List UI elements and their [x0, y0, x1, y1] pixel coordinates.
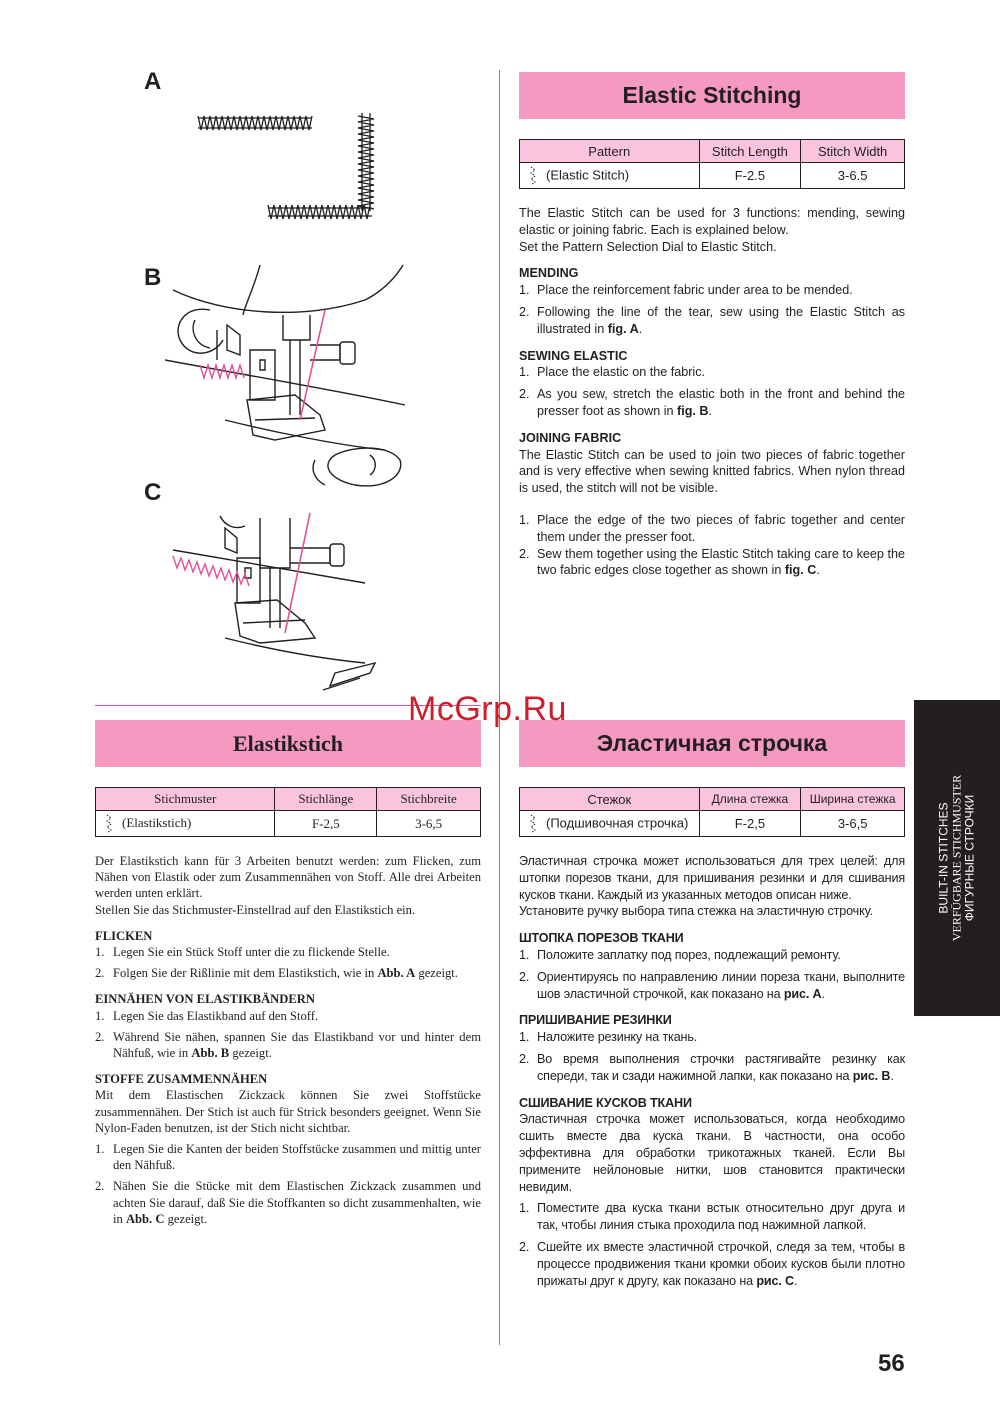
english-sewing-step-1: Place the elastic on the fabric. — [537, 365, 706, 380]
english-sewing-step-2: As you sew, stretch the elastic both in the front and behind the presser foot as shown in — [537, 387, 905, 418]
figure-ref: рис. С — [756, 1273, 794, 1288]
german-mending-step-2: Folgen Sie der Rißlinie mit dem Elastikstich, wie in — [113, 966, 375, 981]
elastic-stitch-icon — [104, 813, 114, 835]
german-joining-heading: STOFFE ZUSAMMENNÄHEN — [95, 1072, 268, 1087]
russian-mending-step-1: Положите заплатку под порез, подлежащий ремонту. — [537, 947, 841, 962]
table-header-length: Stitch Length — [699, 140, 801, 163]
english-body: The Elastic Stitch can be used for 3 functions: mending, sewing elastic or joining fabric. Each is explained below. Set the Pattern Selection Dial to Elastic Stitch. MENDING 1. Place the reinforcement fabric under area to be mended. 2. Following the line of the tear, sew using the Elastic Stitch as illustrated in fig. A. SEWING ELASTIC 1. Place the elastic on the fabric. 2. As you sew, stretch the elastic both in the front and behind the presser foot as shown in fig. B. JOINING FABRIC The Elastic Stitch can be used to join two pieces of fabric together and is very effective when sewing knitted fabrics. When nylon thread is used, the stitch will not be visible. 1. Place the edge of the two pieces of fabric together and center them under the presser foot. 2. Sew them together using the Elastic Stitch taking care to keep the two fabric edges close together as shown in fig. C. — [519, 206, 905, 578]
russian-intro: Эластичная строчка может использоваться для трех целей: для штопки порезов ткани, для пришивания резинки и для сшивания кусков ткани. Каждый из указанных методов описан ниже. — [519, 854, 905, 902]
table-header-length: Stichlänge — [275, 788, 377, 811]
table-header-pattern: Стежок — [520, 788, 700, 811]
figure-label-c: C — [144, 479, 162, 506]
russian-sewing-step-1: Наложите резинку на ткань. — [537, 1030, 698, 1045]
english-mending-heading: MENDING — [519, 266, 579, 281]
russian-joining-step-1: Поместите два куска ткани встык относительно друг друга и так, чтобы линия стыка проходила под нажимной лапкой. — [537, 1201, 905, 1233]
english-intro: The Elastic Stitch can be used for 3 functions: mending, sewing elastic or joining fabric. Each is explained below. — [519, 206, 905, 237]
table-width-value: 3-6,5 — [801, 811, 905, 837]
table-length-value: F-2.5 — [699, 163, 801, 189]
figure-label-a: A — [144, 68, 162, 95]
german-mending-heading: FLICKEN — [95, 928, 153, 943]
german-body: Der Elastikstich kann für 3 Arbeiten benutzt werden: zum Flicken, zum Nähen von Elastik oder zum Zusammennähen von Stoff. Alle drei Arbeiten werden unten erklärt. Stellen Sie das Stichmuster-Einstellrad auf den Elastikstich ein. FLICKEN 1. Legen Sie ein Stück Stoff unter die zu flickende Stelle. 2. Folgen Sie der Rißlinie mit dem Elastikstich, wie in Abb. A gezeigt. EINNÄHEN VON ELASTIKBÄNDERN 1. Legen Sie das Elastikband auf den Stoff. 2. Während Sie nähen, spannen Sie das Elastikband vor und hinter dem Nähfuß, wie in Abb. B gezeigt. STOFFE ZUSAMMENNÄHEN Mit dem Elastischen Zickzack können Sie zwei Stoffstücke zusammennähen. Der Stich ist auch für Strick besonders geeignet. Wenn Sie Nylon-Faden benutzen, ist der Stich nicht sichtbar. 1. Legen Sie die Kanten der beiden Stoffstücke zusammen und mittig unter den Nähfuß. 2. Nähen Sie die Stücke mit dem Elastischen Zickzack zusammen und achten Sie darauf, daß Sie die Stoffkanten so dicht zusammenhalten, wie in Abb. C gezeigt. — [95, 854, 481, 1226]
figure-ref: Abb. A — [377, 966, 416, 981]
table-pattern-name: (Elastic Stitch) — [546, 166, 630, 182]
german-sewing-step-2-end: gezeigt. — [232, 1046, 272, 1061]
table-header-width: Stitch Width — [801, 140, 905, 163]
elastic-stitch-icon — [528, 165, 538, 187]
page-number: 56 — [878, 1350, 905, 1377]
figure-ref: рис. А — [783, 986, 822, 1001]
figure-ref: Abb. C — [125, 1211, 165, 1226]
german-sewing-step-2: Während Sie nähen, spannen Sie das Elastikband vor und hinter dem Nähfuß, wie in — [113, 1029, 481, 1061]
russian-mending-heading: ШТОПКА ПОРЕЗОВ ТКАНИ — [519, 931, 684, 946]
english-intro-2: Set the Pattern Selection Dial to Elastic Stitch. — [519, 239, 777, 254]
german-sewing-step-1: Legen Sie das Elastikband auf den Stoff. — [113, 1008, 319, 1023]
russian-title: Эластичная строчка — [519, 720, 905, 767]
table-header-width: Stichbreite — [377, 788, 481, 811]
russian-joining-step-2: Сшейте их вместе эластичной строчкой, следя за тем, чтобы в процессе продвижения ткани кромки обоих кусков были плотно прижаты друг к другу, как показано на — [537, 1239, 905, 1288]
english-joining-step-2: Sew them together using the Elastic Stitch taking care to keep the two fabric edges close together as shown in — [537, 546, 905, 578]
english-settings-table — [519, 139, 905, 189]
german-settings-table — [95, 787, 481, 837]
figure-a-stitch-sample — [190, 108, 390, 223]
russian-sewing-step-2: Во время выполнения строчки растягивайте резинку как спереди, так и сзади нажимной лапки, как показано на — [537, 1051, 905, 1083]
chapter-tab-line-russian: ФИГУРНЫЕ СТРОЧКИ — [962, 794, 977, 922]
table-length-value: F-2,5 — [275, 811, 377, 837]
figure-ref: fig. A — [607, 321, 639, 336]
table-width-value: 3-6.5 — [801, 163, 905, 189]
figure-ref: Abb. B — [191, 1046, 230, 1061]
russian-intro-2: Установите ручку выбора типа стежка на эластичную строчку. — [519, 904, 873, 919]
german-mending-step-2-end: gezeigt. — [418, 966, 458, 981]
german-mending-step-1: Legen Sie ein Stück Stoff unter die zu flickende Stelle. — [113, 945, 390, 960]
chapter-tab-line-german: VERFÜGBARE STICHMUSTER — [949, 774, 964, 942]
german-title: Elastikstich — [95, 720, 481, 767]
figure-ref: рис. В — [852, 1068, 891, 1083]
english-mending-step-1: Place the reinforcement fabric under area to be mended. — [537, 283, 853, 298]
german-intro: Der Elastikstich kann für 3 Arbeiten benutzt werden: zum Flicken, zum Nähen von Elastik oder zum Zusammennähen von Stoff. Alle drei Arbeiten werden unten erklärt. — [95, 854, 481, 901]
german-joining-text: Mit dem Elastischen Zickzack können Sie zwei Stoffstücke zusammennähen. Der Stich ist auch für Strick besonders geeignet. Wenn Sie Nylon-Faden benutzen, ist der Stich nicht sichtbar. — [95, 1088, 481, 1135]
russian-sewing-heading: ПРИШИВАНИЕ РЕЗИНКИ — [519, 1013, 672, 1028]
russian-settings-table — [519, 787, 905, 837]
english-joining-step-1: Place the edge of the two pieces of fabric together and center them under the presser foot. — [537, 512, 905, 544]
figure-c-illustration — [165, 508, 380, 698]
figure-ref: fig. C — [784, 563, 817, 578]
russian-mending-step-2: Ориентируясь по направлению линии пореза ткани, выполните шов эластичной строчкой, как показано на — [537, 969, 905, 1001]
figure-label-b: B — [144, 264, 162, 291]
figure-ref: fig. B — [677, 403, 709, 418]
english-joining-heading: JOINING FABRIC — [519, 430, 622, 445]
russian-body: Эластичная строчка может использоваться для трех целей: для штопки порезов ткани, для пришивания резинки и для сшивания кусков ткани. Каждый из указанных методов описан ниже. Установите ручку выбора типа стежка на эластичную строчку. ШТОПКА ПОРЕЗОВ ТКАНИ 1. Положите заплатку под порез, подлежащий ремонту. 2. Ориентируясь по направлению линии пореза ткани, выполните шов эластичной строчкой, как показано на рис. А. ПРИШИВАНИЕ РЕЗИНКИ 1. Наложите резинку на ткань. 2. Во время выполнения строчки растягивайте резинку как спереди, так и сзади нажимной лапки, как показано на рис. В. СШИВАНИЕ КУСКОВ ТКАНИ Эластичная строчка может использоваться, когда необходимо сшить вместе два куска ткани. В частности, она особо эффективна для обработки трикотажных тканей. Если Вы примените нейлоновые нитки, шов становится практически невидим. 1. Поместите два куска ткани встык относительно друг друга и так, чтобы линия стыка проходила под нажимной лапкой. 2. Сшейте их вместе эластичной строчкой, следя за тем, чтобы в процессе продвижения ткани кромки обоих кусков были плотно прижаты друг к другу, как показано на рис. С. — [519, 854, 905, 1288]
watermark: McGrp.Ru — [408, 690, 567, 728]
table-width-value: 3-6,5 — [377, 811, 481, 837]
english-title: Elastic Stitching — [519, 72, 905, 119]
table-pattern-name: (Elastikstich) — [122, 814, 192, 830]
russian-joining-heading: СШИВАНИЕ КУСКОВ ТКАНИ — [519, 1095, 692, 1110]
elastic-stitch-icon — [528, 813, 538, 835]
russian-joining-text: Эластичная строчка может использоваться, когда необходимо сшить вместе два куска ткани. В частности, она особо эффективна для обработки трикотажных тканей. Если Вы примените нейлоновые нитки, шов становится практически невидим. — [519, 1112, 905, 1194]
chapter-tab-label — [938, 775, 977, 941]
german-sewing-heading: EINNÄHEN VON ELASTIKBÄNDERN — [95, 992, 315, 1007]
german-joining-step-2-end: gezeigt. — [167, 1211, 208, 1226]
chapter-tab-line-english: BUILT-IN STITCHES — [936, 802, 951, 914]
table-header-width: Ширина стежка — [801, 788, 905, 811]
table-header-pattern: Stichmuster — [96, 788, 275, 811]
table-pattern-name: (Подшивочная строчка) — [546, 814, 689, 830]
table-header-pattern: Pattern — [520, 140, 700, 163]
german-intro-2: Stellen Sie das Stichmuster-Einstellrad auf den Elastikstich ein. — [95, 902, 416, 917]
table-header-length: Длина стежка — [699, 788, 801, 811]
table-length-value: F-2,5 — [699, 811, 801, 837]
english-sewing-heading: SEWING ELASTIC — [519, 348, 628, 363]
english-mending-step-2: Following the line of the tear, sew using the Elastic Stitch as illustrated in — [537, 304, 905, 336]
german-joining-step-1: Legen Sie die Kanten der beiden Stoffstücke zusammen und mittig unter den Nähfuß. — [113, 1142, 481, 1173]
figure-b-illustration — [165, 260, 410, 495]
german-joining-step-2: Nähen Sie die Stücke mit dem Elastischen Zickzack zusammen und achten Sie darauf, daß Sie die Stoffkanten so dicht zusammenhalten, wie in — [113, 1179, 481, 1226]
english-joining-text: The Elastic Stitch can be used to join two pieces of fabric together and is very effective when sewing knitted fabrics. When nylon thread is used, the stitch will not be visible. — [519, 447, 905, 496]
